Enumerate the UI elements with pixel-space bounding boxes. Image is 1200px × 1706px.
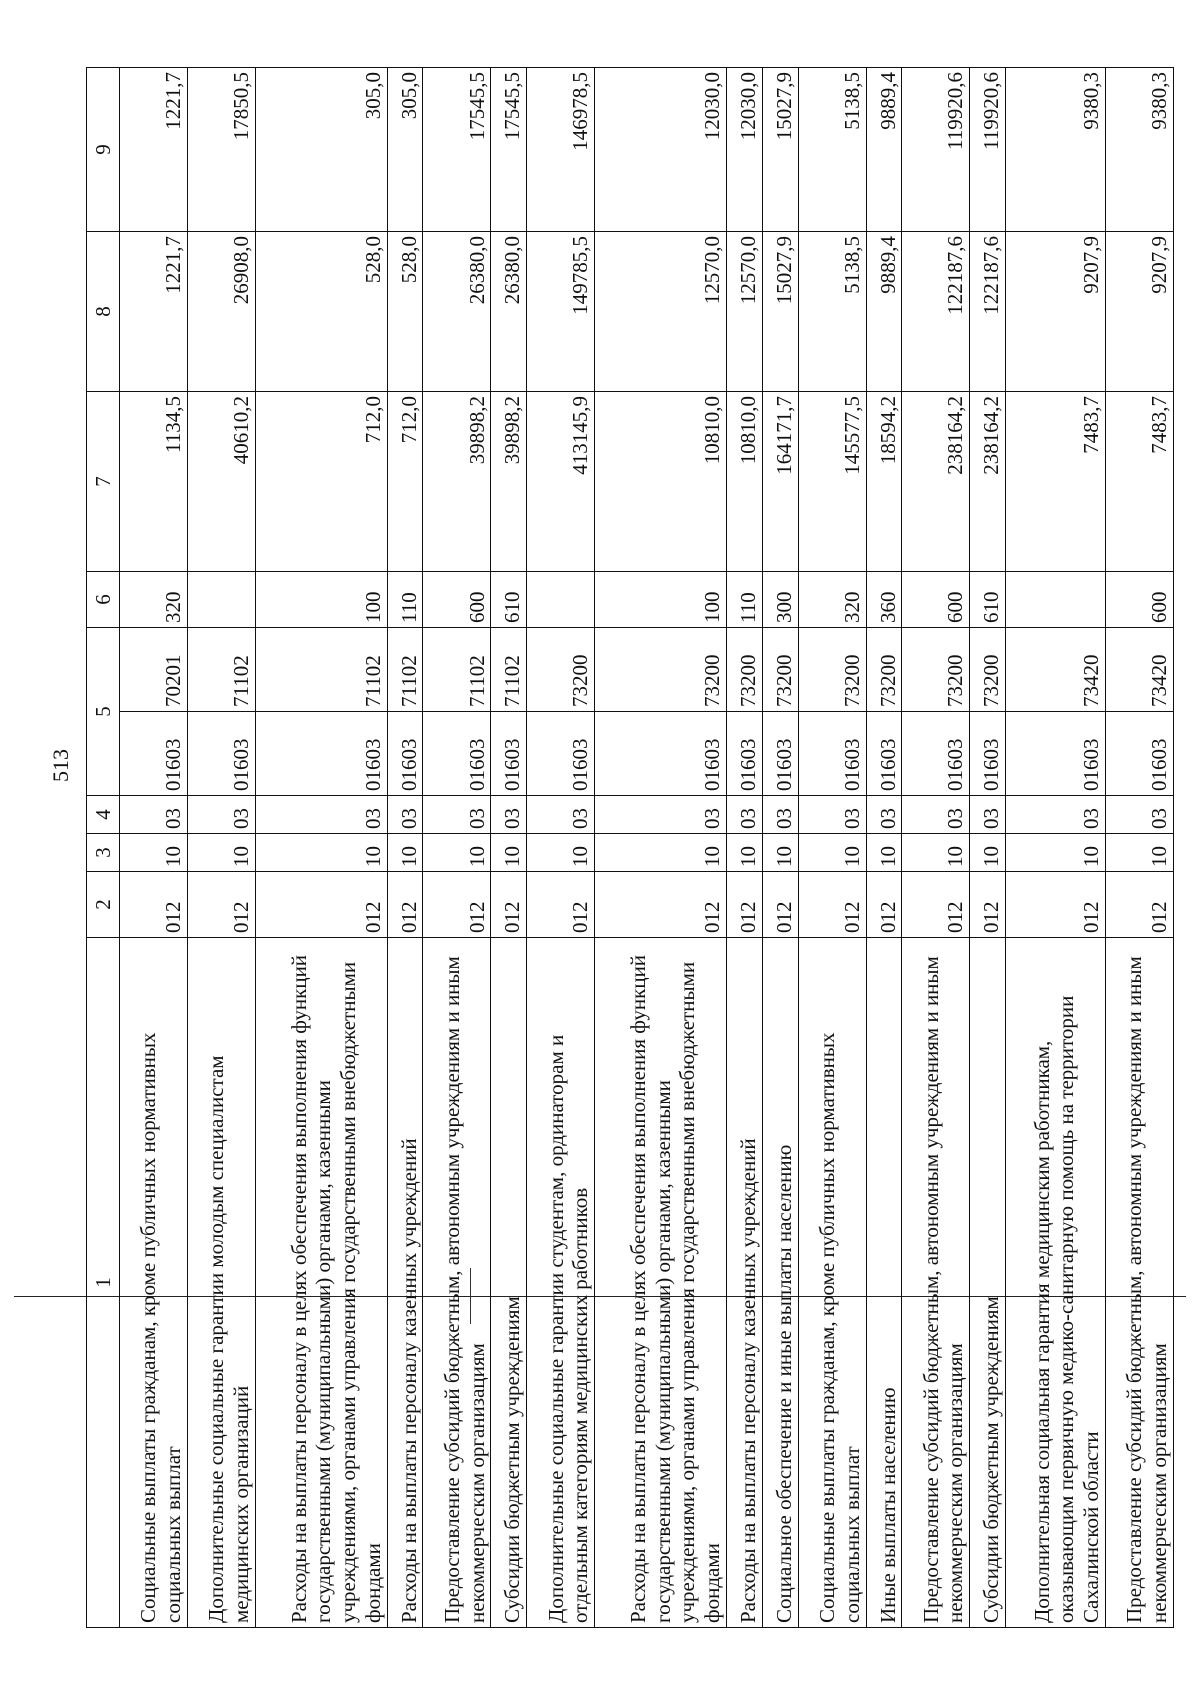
expense-type-code: 300 [762, 572, 798, 628]
item-code: 73420 [1105, 628, 1173, 712]
amount-col-8: 26380,0 [491, 232, 527, 392]
section-code: 10 [866, 834, 902, 872]
amount-col-9: 17850,5 [187, 68, 255, 232]
admin-code: 012 [255, 872, 387, 938]
admin-code: 012 [187, 872, 255, 938]
table-row [866, 68, 902, 1628]
amount-col-9: 305,0 [387, 68, 423, 232]
row-label: Социальное обеспечение и иные выплаты населению [762, 938, 798, 1628]
row-label: Субсидии бюджетным учреждениям [970, 938, 1006, 1628]
subsection-code: 03 [387, 796, 423, 834]
table-row [187, 68, 255, 1628]
section-code: 10 [902, 834, 970, 872]
row-label: Расходы на выплаты персоналу казенных учреждений [387, 938, 423, 1628]
item-code: 71102 [491, 628, 527, 712]
item-code: 71102 [387, 628, 423, 712]
amount-col-9: 9380,3 [1105, 68, 1173, 232]
amount-col-7: 39898,2 [491, 392, 527, 572]
section-code: 10 [187, 834, 255, 872]
program-code: 01603 [902, 712, 970, 796]
amount-col-9: 119920,6 [970, 68, 1006, 232]
program-code: 01603 [491, 712, 527, 796]
section-code: 10 [726, 834, 762, 872]
header-col-1: 1 [87, 938, 120, 1628]
program-code: 01603 [726, 712, 762, 796]
table-row [970, 68, 1006, 1628]
subsection-code: 03 [1105, 796, 1173, 834]
item-code: 71102 [187, 628, 255, 712]
item-code: 73420 [1006, 628, 1106, 712]
section-code: 10 [595, 834, 727, 872]
expense-type-code: 320 [120, 572, 188, 628]
amount-col-8: 9207,9 [1105, 232, 1173, 392]
expense-type-code: 360 [866, 572, 902, 628]
admin-code: 012 [595, 872, 727, 938]
subsection-code: 03 [255, 796, 387, 834]
row-label: Социальные выплаты гражданам, кроме публичных нормативных социальных выплат [798, 938, 866, 1628]
item-code: 73200 [762, 628, 798, 712]
section-code: 10 [255, 834, 387, 872]
header-col-5: 5 [87, 628, 120, 796]
admin-code: 012 [423, 872, 491, 938]
amount-col-7: 712,0 [255, 392, 387, 572]
row-label: Субсидии бюджетным учреждениям [491, 938, 527, 1628]
table-row [1006, 68, 1106, 1628]
section-code: 10 [527, 834, 595, 872]
expense-type-code: 320 [798, 572, 866, 628]
page-number: 513 [48, 749, 73, 782]
program-code: 01603 [762, 712, 798, 796]
expense-type-code [187, 572, 255, 628]
amount-col-8: 149785,5 [527, 232, 595, 392]
subsection-code: 03 [866, 796, 902, 834]
section-code: 10 [1006, 834, 1106, 872]
row-label: Расходы на выплаты персоналу казенных учреждений [726, 938, 762, 1628]
amount-col-8: 122187,6 [902, 232, 970, 392]
amount-col-7: 40610,2 [187, 392, 255, 572]
amount-col-7: 18594,2 [866, 392, 902, 572]
row-label: Расходы на выплаты персоналу в целях обеспечения выполнения функций государственными (муниципальными) органами, казенными учреждениями, органами управления государственными внебюджетными фондами [255, 938, 387, 1628]
table-row [120, 68, 188, 1628]
subsection-code: 03 [527, 796, 595, 834]
row-label: Дополнительная социальная гарантия медицинским работникам, оказывающим первичную медико-санитарную помощь на территории Сахалинской области [1006, 938, 1106, 1628]
table-row [255, 68, 387, 1628]
amount-col-7: 10810,0 [726, 392, 762, 572]
item-code: 70201 [120, 628, 188, 712]
row-label: Предоставление субсидий бюджетным, автономным учреждениям и иным некоммерческим организациям [1105, 938, 1173, 1628]
expense-type-code: 100 [255, 572, 387, 628]
section-code: 10 [387, 834, 423, 872]
subsection-code: 03 [491, 796, 527, 834]
amount-col-8: 1221,7 [120, 232, 188, 392]
admin-code: 012 [726, 872, 762, 938]
amount-col-8: 5138,5 [798, 232, 866, 392]
item-code: 73200 [866, 628, 902, 712]
expense-type-code [527, 572, 595, 628]
amount-col-7: 10810,0 [595, 392, 727, 572]
header-col-2: 2 [87, 872, 120, 938]
table-row [1105, 68, 1173, 1628]
row-label: Расходы на выплаты персоналу в целях обеспечения выполнения функций государственными (муниципальными) органами, казенными учреждениями, органами управления государственными внебюджетными фондами [595, 938, 727, 1628]
amount-col-7: 238164,2 [902, 392, 970, 572]
amount-col-9: 12030,0 [595, 68, 727, 232]
header-col-7: 7 [87, 392, 120, 572]
expense-type-code: 610 [970, 572, 1006, 628]
amount-col-7: 1134,5 [120, 392, 188, 572]
amount-col-9: 9889,4 [866, 68, 902, 232]
section-code: 10 [762, 834, 798, 872]
admin-code: 012 [527, 872, 595, 938]
item-code: 73200 [527, 628, 595, 712]
amount-col-9: 12030,0 [726, 68, 762, 232]
expense-type-code: 110 [387, 572, 423, 628]
amount-col-7: 7483,7 [1006, 392, 1106, 572]
amount-col-9: 119920,6 [902, 68, 970, 232]
rotated-page [86, 68, 1174, 1628]
amount-col-8: 122187,6 [970, 232, 1006, 392]
amount-col-8: 12570,0 [595, 232, 727, 392]
header-col-4: 4 [87, 796, 120, 834]
subsection-code: 03 [187, 796, 255, 834]
section-code: 10 [120, 834, 188, 872]
subsection-code: 03 [762, 796, 798, 834]
program-code: 01603 [798, 712, 866, 796]
amount-col-8: 12570,0 [726, 232, 762, 392]
subsection-code: 03 [726, 796, 762, 834]
program-code: 01603 [1105, 712, 1173, 796]
admin-code: 012 [1105, 872, 1173, 938]
expense-type-code: 110 [726, 572, 762, 628]
budget-table [86, 67, 1174, 1628]
admin-code: 012 [1006, 872, 1106, 938]
table-row [423, 68, 491, 1628]
item-code: 73200 [902, 628, 970, 712]
admin-code: 012 [491, 872, 527, 938]
amount-col-7: 712,0 [387, 392, 423, 572]
item-code: 71102 [255, 628, 387, 712]
table-row [491, 68, 527, 1628]
admin-code: 012 [798, 872, 866, 938]
admin-code: 012 [866, 872, 902, 938]
row-label: Дополнительные социальные гарантии студентам, ординаторам и отдельным категориям медицинских работников [527, 938, 595, 1628]
subsection-code: 03 [595, 796, 727, 834]
amount-col-8: 528,0 [387, 232, 423, 392]
header-col-8: 8 [87, 232, 120, 392]
row-label: Предоставление субсидий бюджетным, автономным учреждениям и иным некоммерческим организациям [423, 938, 491, 1628]
section-code: 10 [798, 834, 866, 872]
table-row [902, 68, 970, 1628]
header-col-9: 9 [87, 68, 120, 232]
admin-code: 012 [902, 872, 970, 938]
item-code: 73200 [595, 628, 727, 712]
section-code: 10 [1105, 834, 1173, 872]
header-row [87, 68, 120, 1628]
expense-type-code: 100 [595, 572, 727, 628]
amount-col-9: 15027,9 [762, 68, 798, 232]
expense-type-code [1006, 572, 1106, 628]
table-row [527, 68, 595, 1628]
expense-type-code: 600 [1105, 572, 1173, 628]
row-label: Дополнительные социальные гарантии молодым специалистам медицинских организаций [187, 938, 255, 1628]
amount-col-8: 26380,0 [423, 232, 491, 392]
admin-code: 012 [387, 872, 423, 938]
program-code: 01603 [255, 712, 387, 796]
amount-col-9: 305,0 [255, 68, 387, 232]
table-row [762, 68, 798, 1628]
row-label: Иные выплаты населению [866, 938, 902, 1628]
amount-col-9: 146978,5 [527, 68, 595, 232]
program-code: 01603 [120, 712, 188, 796]
amount-col-9: 9380,3 [1006, 68, 1106, 232]
program-code: 01603 [1006, 712, 1106, 796]
table-row [798, 68, 866, 1628]
admin-code: 012 [120, 872, 188, 938]
amount-col-8: 528,0 [255, 232, 387, 392]
amount-col-8: 9889,4 [866, 232, 902, 392]
header-col-3: 3 [87, 834, 120, 872]
program-code: 01603 [970, 712, 1006, 796]
amount-col-7: 164171,7 [762, 392, 798, 572]
amount-col-8: 15027,9 [762, 232, 798, 392]
amount-col-8: 9207,9 [1006, 232, 1106, 392]
amount-col-7: 413145,9 [527, 392, 595, 572]
amount-col-9: 17545,5 [491, 68, 527, 232]
program-code: 01603 [187, 712, 255, 796]
item-code: 71102 [423, 628, 491, 712]
item-code: 73200 [726, 628, 762, 712]
subsection-code: 03 [902, 796, 970, 834]
amount-col-7: 39898,2 [423, 392, 491, 572]
section-code: 10 [970, 834, 1006, 872]
row-label: Социальные выплаты гражданам, кроме публичных нормативных социальных выплат [120, 938, 188, 1628]
program-code: 01603 [595, 712, 727, 796]
section-code: 10 [491, 834, 527, 872]
program-code: 01603 [866, 712, 902, 796]
amount-col-7: 7483,7 [1105, 392, 1173, 572]
subsection-code: 03 [120, 796, 188, 834]
row-label: Предоставление субсидий бюджетным, автономным учреждениям и иным некоммерческим организациям [902, 938, 970, 1628]
item-code: 73200 [798, 628, 866, 712]
subsection-code: 03 [970, 796, 1006, 834]
amount-col-7: 238164,2 [970, 392, 1006, 572]
program-code: 01603 [387, 712, 423, 796]
program-code: 01603 [423, 712, 491, 796]
table-row [595, 68, 727, 1628]
section-code: 10 [423, 834, 491, 872]
table-row [387, 68, 423, 1628]
program-code: 01603 [527, 712, 595, 796]
amount-col-9: 17545,5 [423, 68, 491, 232]
admin-code: 012 [762, 872, 798, 938]
expense-type-code: 610 [491, 572, 527, 628]
amount-col-9: 1221,7 [120, 68, 188, 232]
expense-type-code: 600 [423, 572, 491, 628]
amount-col-9: 5138,5 [798, 68, 866, 232]
amount-col-7: 145577,5 [798, 392, 866, 572]
admin-code: 012 [970, 872, 1006, 938]
subsection-code: 03 [798, 796, 866, 834]
table-row [726, 68, 762, 1628]
amount-col-8: 26908,0 [187, 232, 255, 392]
item-code: 73200 [970, 628, 1006, 712]
subsection-code: 03 [423, 796, 491, 834]
header-col-6: 6 [87, 572, 120, 628]
expense-type-code: 600 [902, 572, 970, 628]
subsection-code: 03 [1006, 796, 1106, 834]
